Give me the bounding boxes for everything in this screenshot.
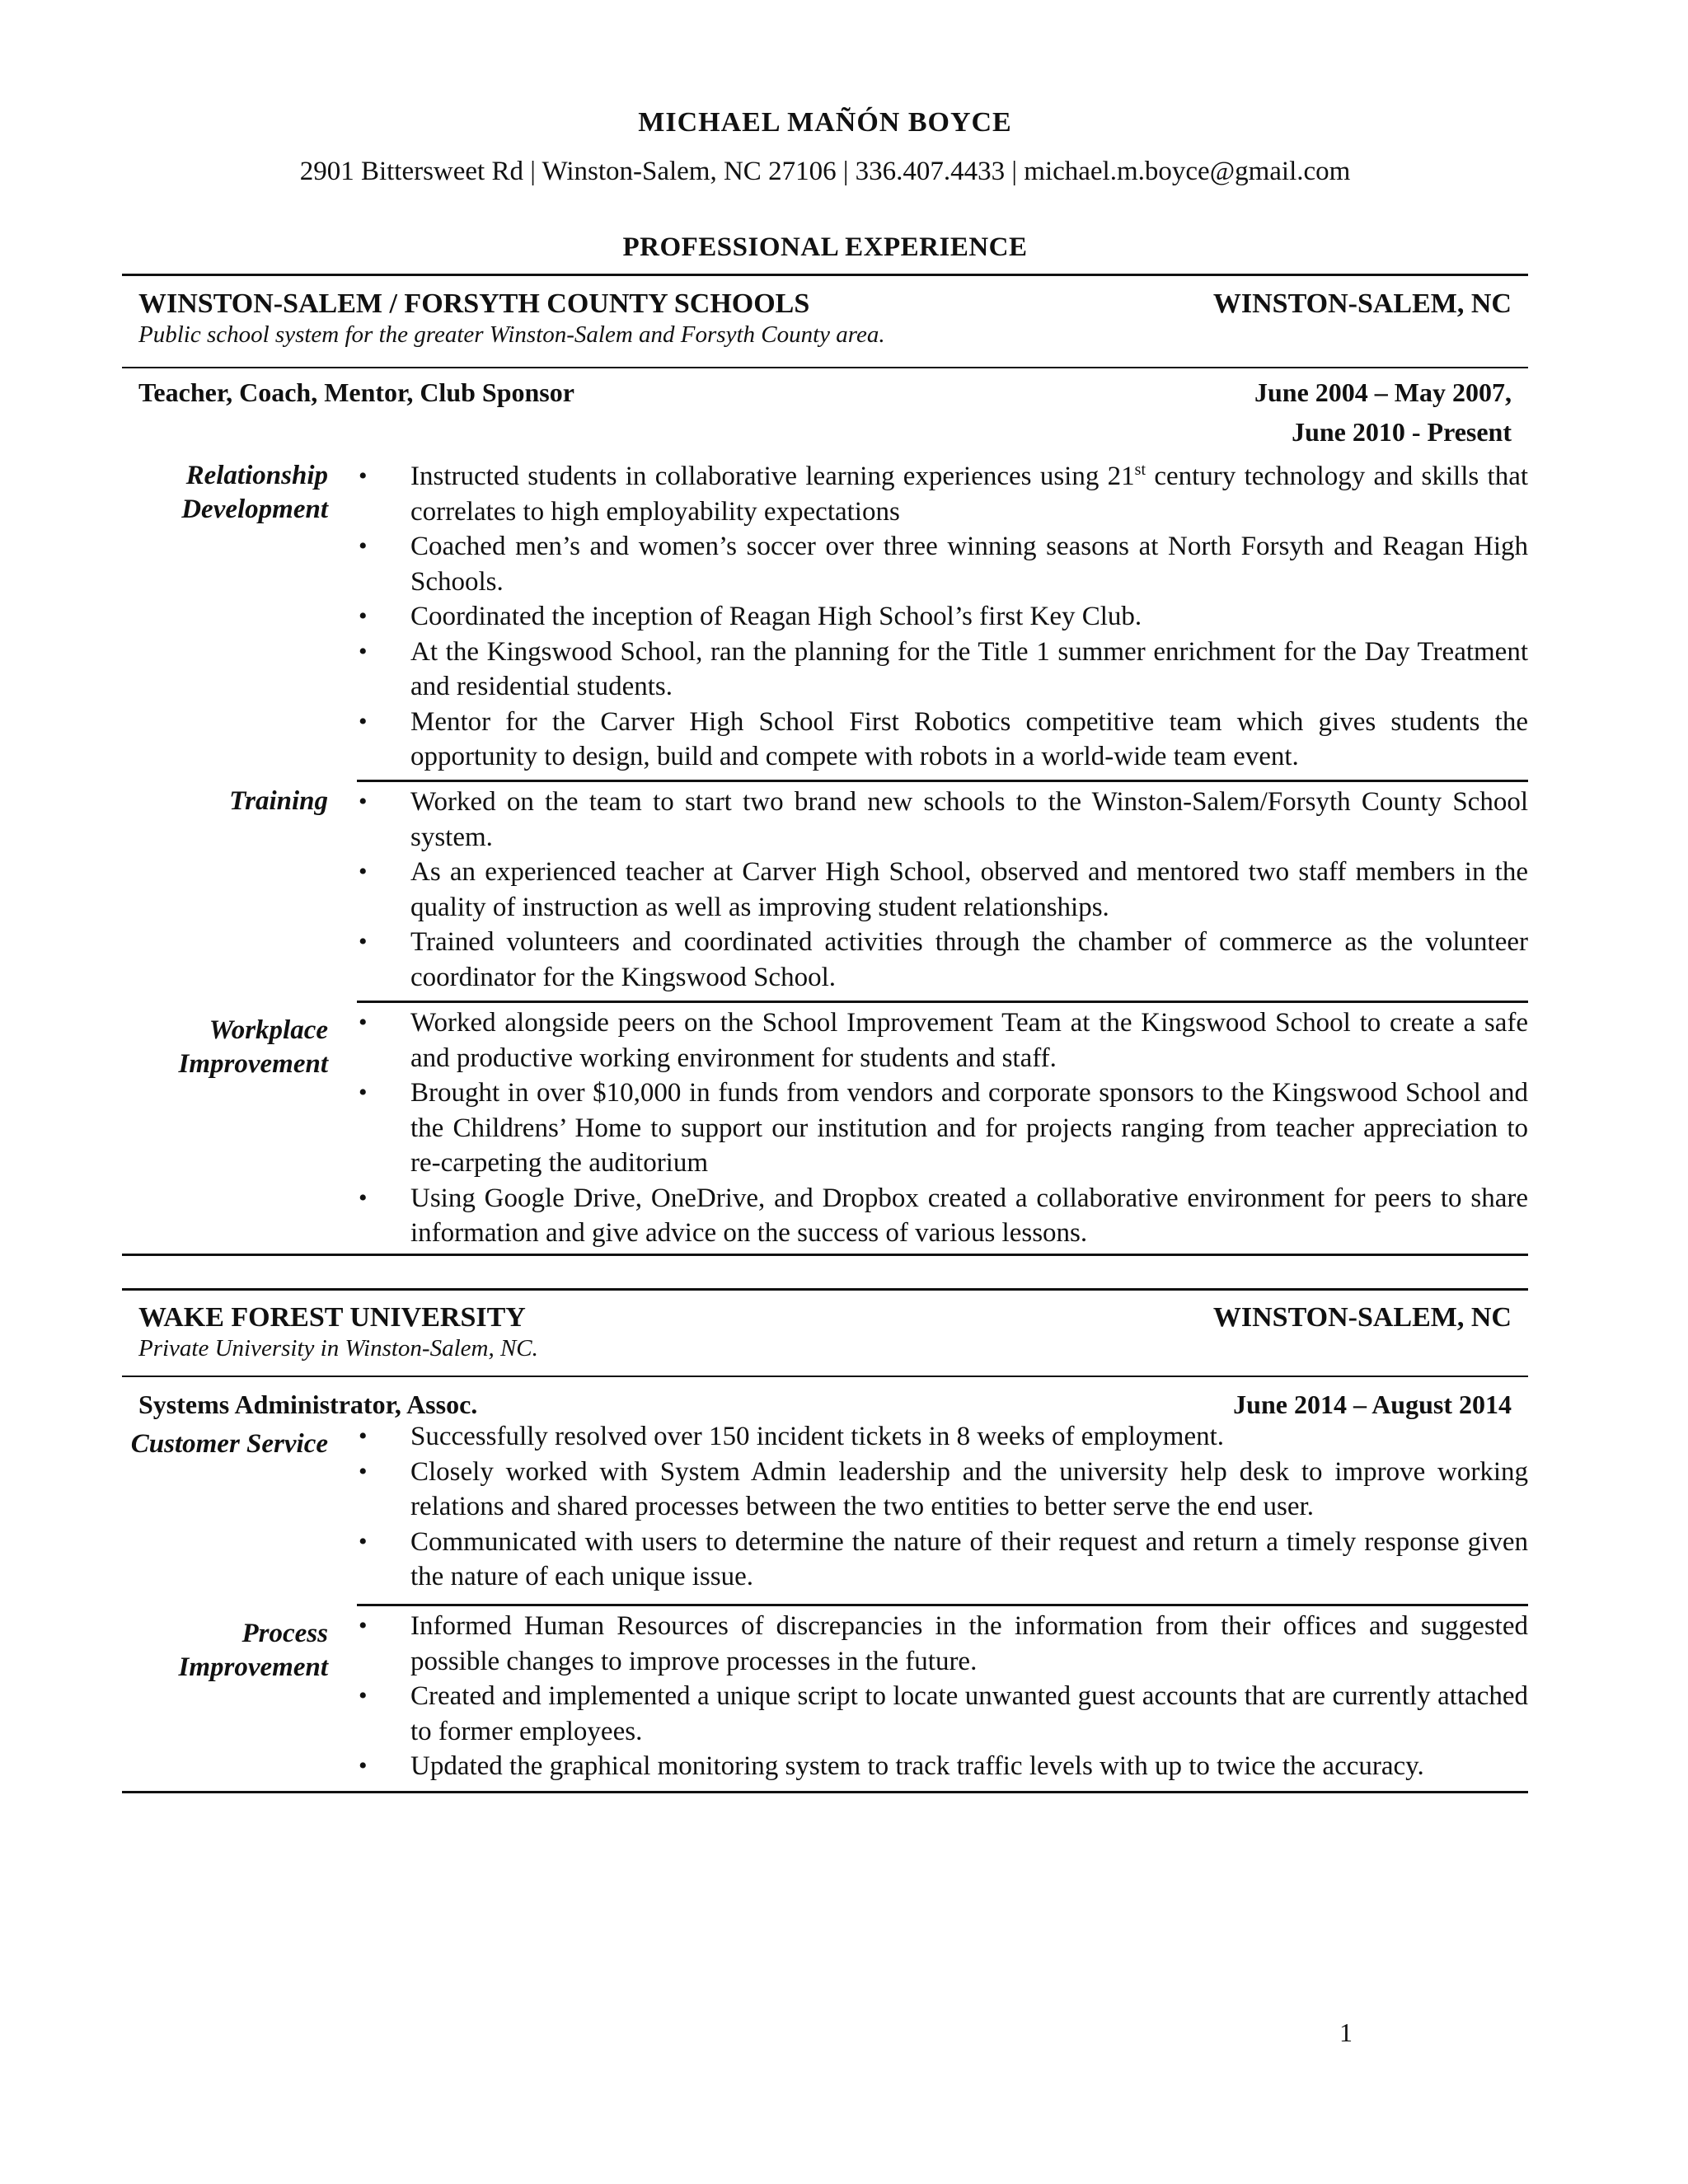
category-label: Training [229,786,328,816]
bullet-icon: • [359,602,368,630]
role-title: Teacher, Coach, Mentor, Club Sponsor [138,377,574,407]
bullet-superscript: st [1134,461,1146,479]
bullet-text: Successfully resolved over 150 incident tickets in 8 weeks of employment. [410,1422,1225,1451]
bullet-item [357,705,1528,775]
bullet-text: Worked on the team to start two brand new schools to the Winston-Salem/Forsyth County School system. [410,787,1528,852]
group-divider [357,1604,1528,1606]
bullet-item [357,1609,1528,1679]
role-header-teacher [138,373,1512,447]
bullet-icon: • [359,928,368,955]
bullet-text: Instructed students in collaborative learning experiences using 21 [410,462,1135,491]
bullet-item [357,785,1528,855]
bullet-text: Mentor for the Carver High School First Robotics competitive team which gives students the opportunity to design, build and compete with robots in a world-wide team event. [410,706,1528,771]
org-end-divider [122,1791,1528,1793]
org-divider [122,367,1528,368]
org-divider [122,1376,1528,1377]
org-name: WAKE FOREST UNIVERSITY [138,1302,526,1333]
bullet-icon: • [359,1612,368,1639]
bullet-icon: • [359,1009,368,1036]
category-label: Relationship Development [181,461,328,524]
bullet-list [357,785,1528,995]
bullet-text: Closely worked with System Admin leadership and the university help desk to improve working relations and shared processes between the two entities to better serve the end user. [410,1456,1528,1521]
org-start-divider [122,1288,1528,1291]
bullet-text-continued: century technology and skills that correlates to high employability expectations [410,462,1529,527]
bullet-text: Using Google Drive, OneDrive, and Dropbox created a collaborative environment for peers to share information and give advice on the success of various lessons. [410,1183,1528,1248]
role-dates [1254,373,1512,452]
bullet-item [357,1419,1528,1455]
candidate-name: MICHAEL MAÑÓN BOYCE [638,107,1012,138]
bullet-icon: • [359,1183,368,1212]
bullet-item [357,1076,1528,1181]
bullet-text: Updated the graphical monitoring system to track traffic levels with up to twice the accuracy. [410,1751,1424,1781]
category-label: Customer Service [130,1429,328,1459]
bullet-icon: • [359,1527,368,1555]
bullet-icon: • [359,532,368,560]
bullet-text: Coordinated the inception of Reagan High School’s first Key Club. [410,602,1142,631]
bullet-text: Informed Human Resources of discrepancies in the information from their offices and suggested possible changes to improve processes in the future. [410,1611,1528,1676]
bullet-item [357,1455,1528,1525]
bullet-icon: • [359,1752,368,1779]
bullet-icon: • [359,462,368,490]
role-dates-line1: June 2014 – August 2014 [1233,1390,1512,1419]
contact-line: 2901 Bittersweet Rd | Winston-Salem, NC 27106 | 336.407.4433 | michael.m.boyce@gmail.com [299,157,1351,186]
bullet-item [357,635,1528,705]
role-title: Systems Administrator, Assoc. [138,1390,478,1419]
org-location: WINSTON-SALEM, NC [1212,288,1512,319]
section-divider [122,274,1528,276]
bullet-icon: • [359,707,368,735]
org-header-wsfcs [138,288,1512,349]
role-dates-line1: June 2004 – May 2007, [1254,377,1512,407]
group-divider [357,780,1528,782]
org-description: Public school system for the greater Winston-Salem and Forsyth County area. [138,321,885,348]
category-label: Workplace Improvement [178,1015,328,1079]
bullet-list [357,459,1528,775]
bullet-item [357,599,1528,635]
bullet-item [357,1525,1528,1595]
bullet-list [357,1005,1528,1251]
bullet-item [357,925,1528,995]
bullet-item [357,1005,1528,1076]
bullet-text: Brought in over $10,000 in funds from vendors and corporate sponsors to the Kingswood School and the Childrens’ Home to support our institution and for projects ranging from teacher appreciation to re-carpeting the auditorium [410,1078,1528,1178]
bullet-list [357,1609,1528,1784]
bullet-icon: • [359,1079,368,1106]
page-number: 1 [1339,2018,1353,2047]
bullet-text: Created and implemented a unique script to locate unwanted guest accounts that are currently attached to former employees. [410,1681,1528,1746]
bullet-list [357,1419,1528,1595]
org-description: Private University in Winston-Salem, NC. [138,1335,538,1361]
bullet-item [357,1749,1528,1784]
bullet-item [357,1679,1528,1749]
bullet-icon: • [359,637,368,665]
bullet-icon: • [359,858,368,885]
bullet-item [357,459,1528,529]
bullet-text: At the Kingswood School, ran the planning for the Title 1 summer enrichment for the Day Treatment and residential students. [410,636,1528,701]
org-location: WINSTON-SALEM, NC [1212,1302,1512,1333]
bullet-icon: • [359,1422,368,1450]
bullet-text: Worked alongside peers on the School Improvement Team at the Kingswood School to create a safe and productive working environment for students and staff. [410,1008,1528,1073]
org-header-wfu [138,1302,1512,1362]
role-dates [1233,1385,1512,1424]
bullet-text: Trained volunteers and coordinated activities through the chamber of commerce as the volunteer coordinator for the Kingswood School. [410,927,1528,992]
bullet-icon: • [359,1682,368,1709]
bullet-text: Coached men’s and women’s soccer over three winning seasons at North Forsyth and Reagan High Schools. [410,532,1528,597]
bullet-item [357,855,1528,925]
role-dates-line2: June 2010 - Present [1292,417,1512,447]
bullet-icon: • [359,1457,368,1485]
bullet-text: Communicated with users to determine the nature of their request and return a timely response given the nature of each unique issue. [410,1526,1528,1591]
bullet-icon: • [359,788,368,815]
bullet-text: As an experienced teacher at Carver High School, observed and mentored two staff members in the quality of instruction as well as improving student relationships. [410,857,1528,922]
section-title: PROFESSIONAL EXPERIENCE [622,232,1028,262]
org-end-divider [122,1254,1528,1256]
group-divider [357,1001,1528,1003]
bullet-item [357,529,1528,599]
bullet-item [357,1181,1528,1251]
category-label: Process Improvement [178,1619,328,1682]
org-name: WINSTON-SALEM / FORSYTH COUNTY SCHOOLS [138,288,810,319]
role-header-sysadmin [138,1385,1512,1424]
